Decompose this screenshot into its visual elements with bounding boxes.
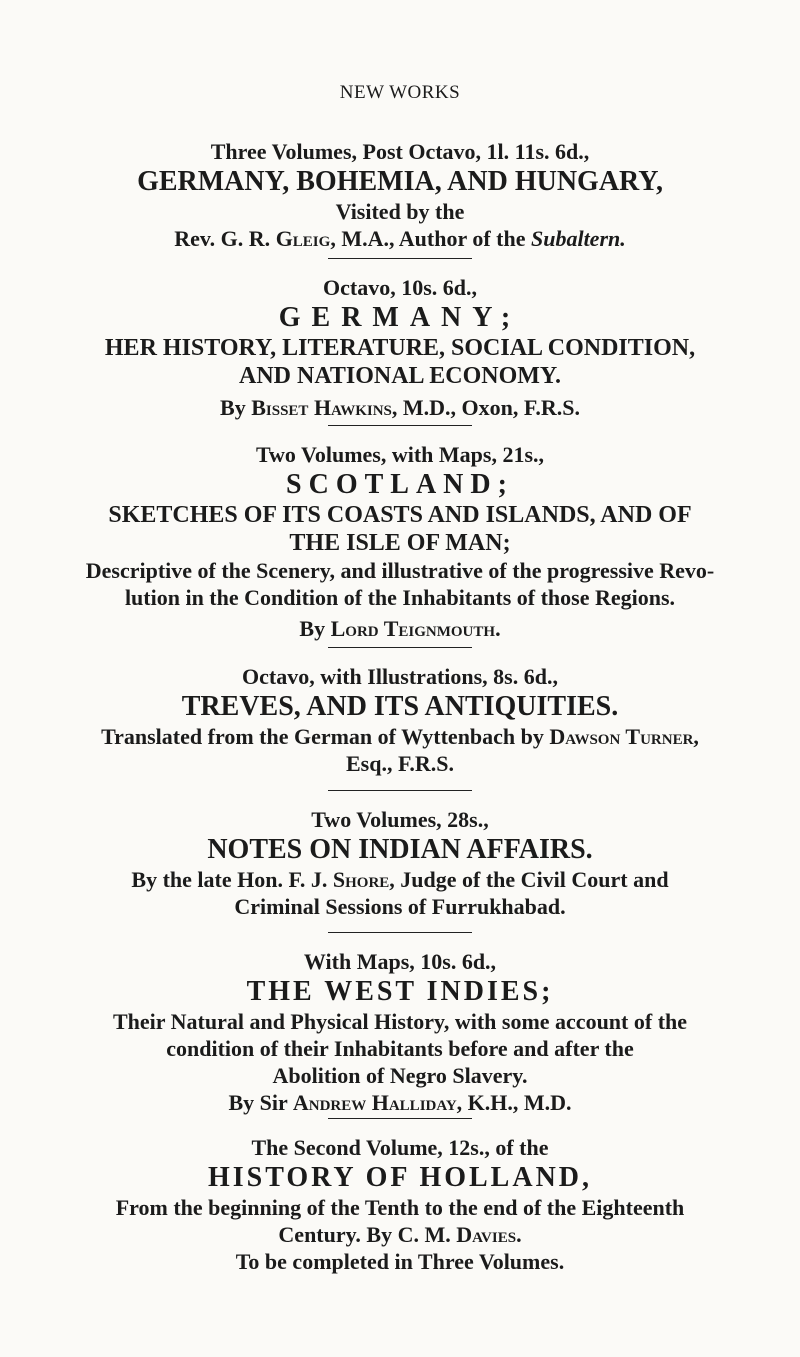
author-name: Lord Teignmouth. (330, 616, 501, 641)
description-line: To be completed in Three Volumes. (235, 1249, 565, 1274)
description-line: Visited by the (335, 199, 465, 224)
book-title: HISTORY OF HOLLAND, (207, 1162, 593, 1193)
author-prefix: By (299, 616, 326, 641)
book-entry-west-indies (30, 948, 770, 1116)
book-entry-scotland (30, 441, 770, 642)
subtitle-line: SKETCHES OF ITS COASTS AND ISLANDS, AND OF (108, 502, 692, 528)
price-line: Two Volumes, with Maps, 21s., (255, 442, 545, 467)
page-header: NEW WORKS (339, 82, 461, 103)
divider-rule (328, 425, 472, 426)
book-title: GERMANY; (278, 302, 522, 333)
book-title: GERMANY, BOHEMIA, AND HUNGARY, (137, 166, 663, 197)
divider-rule (328, 258, 472, 259)
book-entry-indian-affairs (30, 806, 770, 920)
description-line (30, 723, 770, 750)
book-entry-history-of-holland (30, 1134, 770, 1275)
description-prefix: Century. By C. M. (278, 1222, 451, 1247)
description-line: Their Natural and Physical History, with some account of the (112, 1009, 688, 1034)
divider-rule (328, 790, 472, 791)
author-name: Gleig (275, 226, 331, 251)
description-line: Descriptive of the Scenery, and illustrative of the progressive Revo- (85, 558, 715, 583)
author-line (30, 1089, 770, 1116)
description-line: Abolition of Negro Slavery. (272, 1063, 528, 1088)
author-prefix: By (220, 395, 246, 420)
author-line (30, 394, 770, 421)
author-name: Davies (456, 1222, 517, 1247)
description-prefix: Translated from the German of Wyttenbach by (101, 724, 544, 749)
author-suffix: , K.H., M.D. (456, 1090, 572, 1115)
author-name: Dawson Turner (549, 724, 694, 749)
divider-rule (328, 932, 472, 933)
description-line: lution in the Condition of the Inhabitants of those Regions. (124, 585, 676, 610)
author-suffix: , M.D., Oxon, F.R.S. (391, 395, 580, 420)
author-line (30, 225, 770, 252)
divider-rule (328, 647, 472, 648)
price-line: Two Volumes, 28s., (311, 807, 489, 832)
author-prefix: By Sir (228, 1090, 288, 1115)
divider-rule (328, 1118, 472, 1119)
price-line: Octavo, 10s. 6d., (323, 275, 477, 300)
author-name: Shore (332, 867, 390, 892)
book-title: SCOTLAND; (286, 469, 514, 500)
price-line: The Second Volume, 12s., of the (251, 1135, 549, 1160)
description-prefix: By the late Hon. F. J. (131, 867, 328, 892)
book-entry-treves (30, 663, 770, 777)
book-title: THE WEST INDIES; (246, 976, 554, 1007)
author-prefix: Rev. G. R. (174, 226, 271, 251)
book-title: NOTES ON INDIAN AFFAIRS. (207, 834, 593, 865)
subtitle-line: HER HISTORY, LITERATURE, SOCIAL CONDITION, (104, 335, 696, 361)
author-name: Andrew Halliday (292, 1090, 457, 1115)
subtitle-line: THE ISLE OF MAN; (289, 530, 511, 556)
description-line (30, 866, 770, 893)
author-mid: , M.A., Author of the (330, 226, 531, 251)
book-entry-germany (30, 274, 770, 421)
price-line: With Maps, 10s. 6d., (303, 949, 497, 974)
book-title: TREVES, AND ITS ANTIQUITIES. (181, 691, 619, 722)
description-suffix: , (693, 724, 699, 749)
description-line (30, 1221, 770, 1248)
subtitle-line: AND NATIONAL ECONOMY. (238, 363, 562, 389)
description-line: From the beginning of the Tenth to the end of the Eighteenth (115, 1195, 685, 1220)
description-suffix: . (516, 1222, 522, 1247)
author-name: Bisset Hawkins (251, 395, 392, 420)
price-line: Three Volumes, Post Octavo, 1l. 11s. 6d., (210, 139, 590, 164)
description-line: condition of their Inhabitants before and after the (166, 1036, 634, 1061)
price-line: Octavo, with Illustrations, 8s. 6d., (242, 664, 558, 689)
author-line (30, 615, 770, 642)
description-line: Criminal Sessions of Furrukhabad. (234, 894, 566, 919)
description-line: Esq., F.R.S. (345, 751, 454, 776)
description-suffix: , Judge of the Civil Court and (389, 867, 669, 892)
book-entry-germany-bohemia-hungary (30, 138, 770, 252)
author-work: Subaltern. (530, 226, 626, 251)
